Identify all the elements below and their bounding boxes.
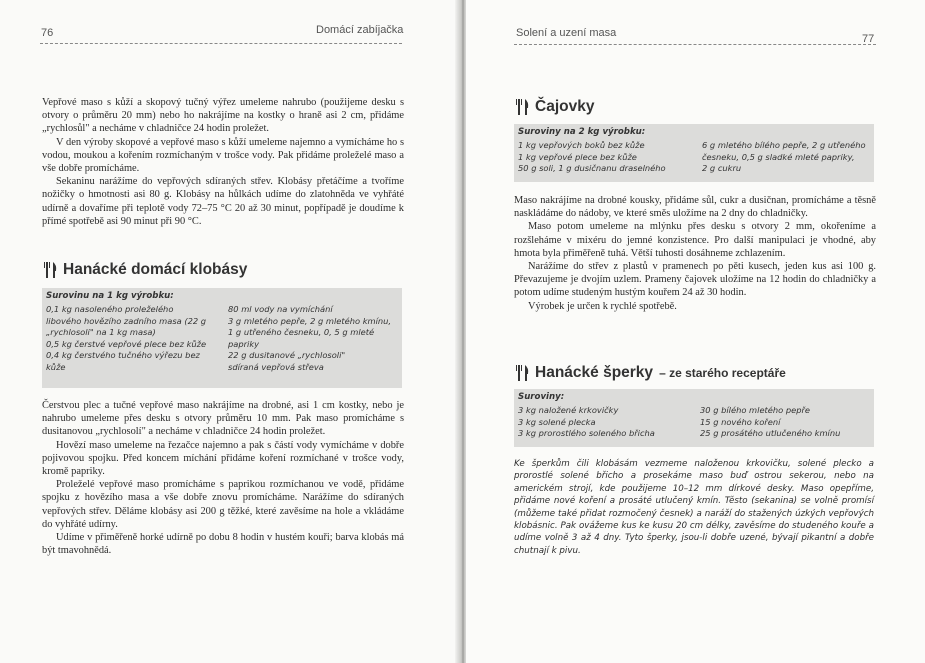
right-page	[466, 0, 925, 663]
paragraph: Výrobek je určen k rychlé spotřebě.	[528, 300, 677, 312]
method-text	[42, 399, 404, 557]
recipe-title: Hanácké domácí klobásy	[63, 261, 248, 278]
ingredient: 0,4 kg čerstvého tučného výřezu bez	[46, 350, 200, 361]
header-rule	[514, 44, 876, 45]
ingredients-box	[514, 124, 874, 182]
paragraph: Proleželé vepřové maso promícháme s paprikou rozmíchanou ve vodě, přidáme spojku z hovězího masa a vše dobře znovu promícháme. Narážíme do sdíraných vepřových střev. Děláme klobásy asi 200 g těžké, které zavěsíme na hole a vkládáme do vyhřáté udírny.	[42, 479, 404, 530]
ingredient: 0,1 kg nasoleného proleželého	[46, 304, 174, 314]
paragraph: Hovězí maso umeleme na řezačce najemno a pak s částí vody vymícháme v dobře pojivovou spojku. Před koncem míchání přidáme koření rozmíchané v trošce vody, kromě papriky.	[42, 439, 404, 478]
recipe-subtitle: – ze starého receptáře	[659, 366, 786, 380]
paragraph: V den výroby skopové a vepřové maso s kůží umeleme najemno a vymícháme ho s vodou, moukou a kořením rozmíchaným v trošce vody. Pak přidáme proleželé maso a vše dobře promícháme.	[42, 136, 404, 175]
recipe1-text	[514, 194, 876, 313]
ingredient: libového hovězího zadního masa (22 g	[46, 315, 207, 326]
recipe-heading	[516, 364, 786, 382]
ingredient: 22 g dusitanové „rychlosoli"	[228, 350, 346, 361]
ingredients-col-right	[228, 304, 391, 374]
ingredients-col-left	[518, 405, 655, 440]
ingredient: 0,5 kg čerstvé vepřové plece bez kůže	[46, 338, 207, 349]
recipe-title: Hanácké šperky	[535, 364, 654, 381]
header-rule	[40, 43, 402, 44]
ingredients-col-left	[518, 140, 666, 175]
recipe-heading	[44, 261, 247, 279]
fork-knife-icon	[44, 261, 58, 279]
paragraph: Udíme v přiměřeně horké udírně po dobu 8 hodin v hustém kouři; barva klobás má být tmavohnědá.	[42, 532, 404, 557]
ingredients-col-right	[700, 405, 840, 440]
ingredient: 80 ml vody na vymíchání	[228, 304, 333, 314]
ingredients-box	[42, 288, 402, 388]
ingredients-box	[514, 389, 874, 447]
ingredient: 1 g utřeného česneku, 0, 5 g mleté	[228, 327, 375, 338]
ingredient: 3 kg prorostlého soleného břicha	[518, 428, 655, 439]
ingredient: kůže	[46, 361, 66, 372]
ingredients-title: Suroviny:	[518, 392, 565, 402]
ingredient: 3 kg naložené krkovičky	[518, 405, 619, 415]
ingredient: „rychlosoli" na 1 kg masa)	[46, 327, 156, 338]
fork-knife-icon	[516, 98, 530, 116]
ingredient: papriky	[228, 338, 260, 349]
running-head: Solení a uzení masa	[516, 27, 617, 39]
paragraph: Čerstvou plec a tučné vepřové maso nakrájíme na drobné, asi 1 cm kostky, nebo je nahrubo umeleme přes desku s otvory průměru 10 mm. Pak maso promícháme s dusitanovou „rychlosolí" a necháme v chladničce 24 hodin proležet.	[42, 400, 404, 438]
running-head: Domácí zabíjačka	[316, 24, 404, 36]
ingredient: 15 g nového koření	[700, 416, 781, 427]
recipe2-text: Ke šperkům čili klobásám vezmeme naloženou krkovičku, solené plecko a prorostlé solené břicho a prosekáme maso buď ostrou sekerou, nebo na americkém strojí, kde použijeme 10–12 mm dírkové desky. Maso opepříme, přidáme nové koření a prosáté utlučený kmín. Těsto (sekanina) se volně promísí (můžeme také přidat rozmočený česnek) a naráží do stažených úzkých vepřových klobásnic. Pak ovážeme kus ke kusu 20 cm délky, zavěsíme do studeného kouře a udíme volně 3 až 4 dny. Tyto šperky, jsou-li dobře uzené, bývají pikantní a dobře chutnají k pivu.	[514, 459, 874, 556]
ingredient: 1 kg vepřové plece bez kůže	[518, 151, 637, 162]
left-page	[0, 0, 460, 663]
fork-knife-icon	[516, 364, 530, 382]
ingredient: 1 kg vepřových boků bez kůže	[518, 140, 645, 150]
recipe-heading	[516, 98, 594, 116]
page-number: 77	[862, 33, 875, 45]
ingredient: 30 g bílého mletého pepře	[700, 405, 811, 415]
ingredients-title: Suroviny na 2 kg výrobku:	[518, 127, 646, 137]
ingredient: sdíraná vepřová střeva	[228, 361, 324, 372]
paragraph: Maso potom umeleme na mlýnku přes desku s otvory 2 mm, okořeníme a rozšleháme v mixéru do jemné konzistence. Pro další manipulaci je vhodné, aby hmota byla přiměřeně tuhá. Větší tuhosti dosáhneme zchlazením.	[514, 221, 876, 259]
ingredients-title: Surovinu na 1 kg výrobku:	[46, 291, 174, 301]
paragraph: Narážíme do střev z plastů v pramenech po pěti kusech, jeden kus asi 100 g. Převazujeme je dvojím uzlem. Prameny čajovek uložíme na 12 hodin do chladničky a potom udíme studeným hustým kouřem 24 až 30 hodin.	[514, 261, 876, 299]
ingredient: 2 g cukru	[702, 163, 742, 174]
ingredient: 6 g mletého bílého pepře, 2 g utřeného	[702, 140, 866, 150]
ingredient: 25 g prosátého utlučeného kmínu	[700, 428, 841, 439]
recipe-title: Čajovky	[535, 98, 595, 115]
ingredient: 3 g mletého pepře, 2 g mletého kmínu,	[228, 315, 392, 326]
page-number: 76	[41, 27, 54, 39]
ingredients-col-right	[702, 140, 866, 175]
ingredients-col-left	[46, 304, 206, 374]
ingredient: česneku, 0,5 g sladké mleté papriky,	[702, 151, 855, 162]
paragraph: Maso nakrájíme na drobné kousky, přidáme sůl, cukr a dusičnan, promícháme a těsně naskládáme do nádoby, ve které směs uložíme na 2 dny do chladničky.	[514, 195, 876, 220]
paragraph: Vepřové maso s kůží a skopový tučný výřez umeleme nahrubo (použijeme desku s otvory o průměru 20 mm) nebo ho nakrájíme na kostky o hraně asi 2 cm, přidáme „rychlosůl" a necháme v chladničce 24 hodin proležet.	[42, 97, 404, 135]
ingredient: 3 kg solené plecka	[518, 416, 596, 427]
ingredient: 50 g soli, 1 g dusičnanu draselného	[518, 163, 666, 174]
intro-text	[42, 96, 404, 228]
paragraph: Sekaninu narážíme do vepřových sdíraných střev. Klobásy přetáčíme a tvoříme nožičky o hmotnosti asi 80 g. Klobásy na hůlkách udíme do zlatohněda ve vyhřáté udírně a dovaříme při teplotě vody 72–75 °C 20 až 30 minut, popřípadě je doudíme k přímé spotřebě asi 90 minut při 90 °C.	[42, 176, 404, 227]
